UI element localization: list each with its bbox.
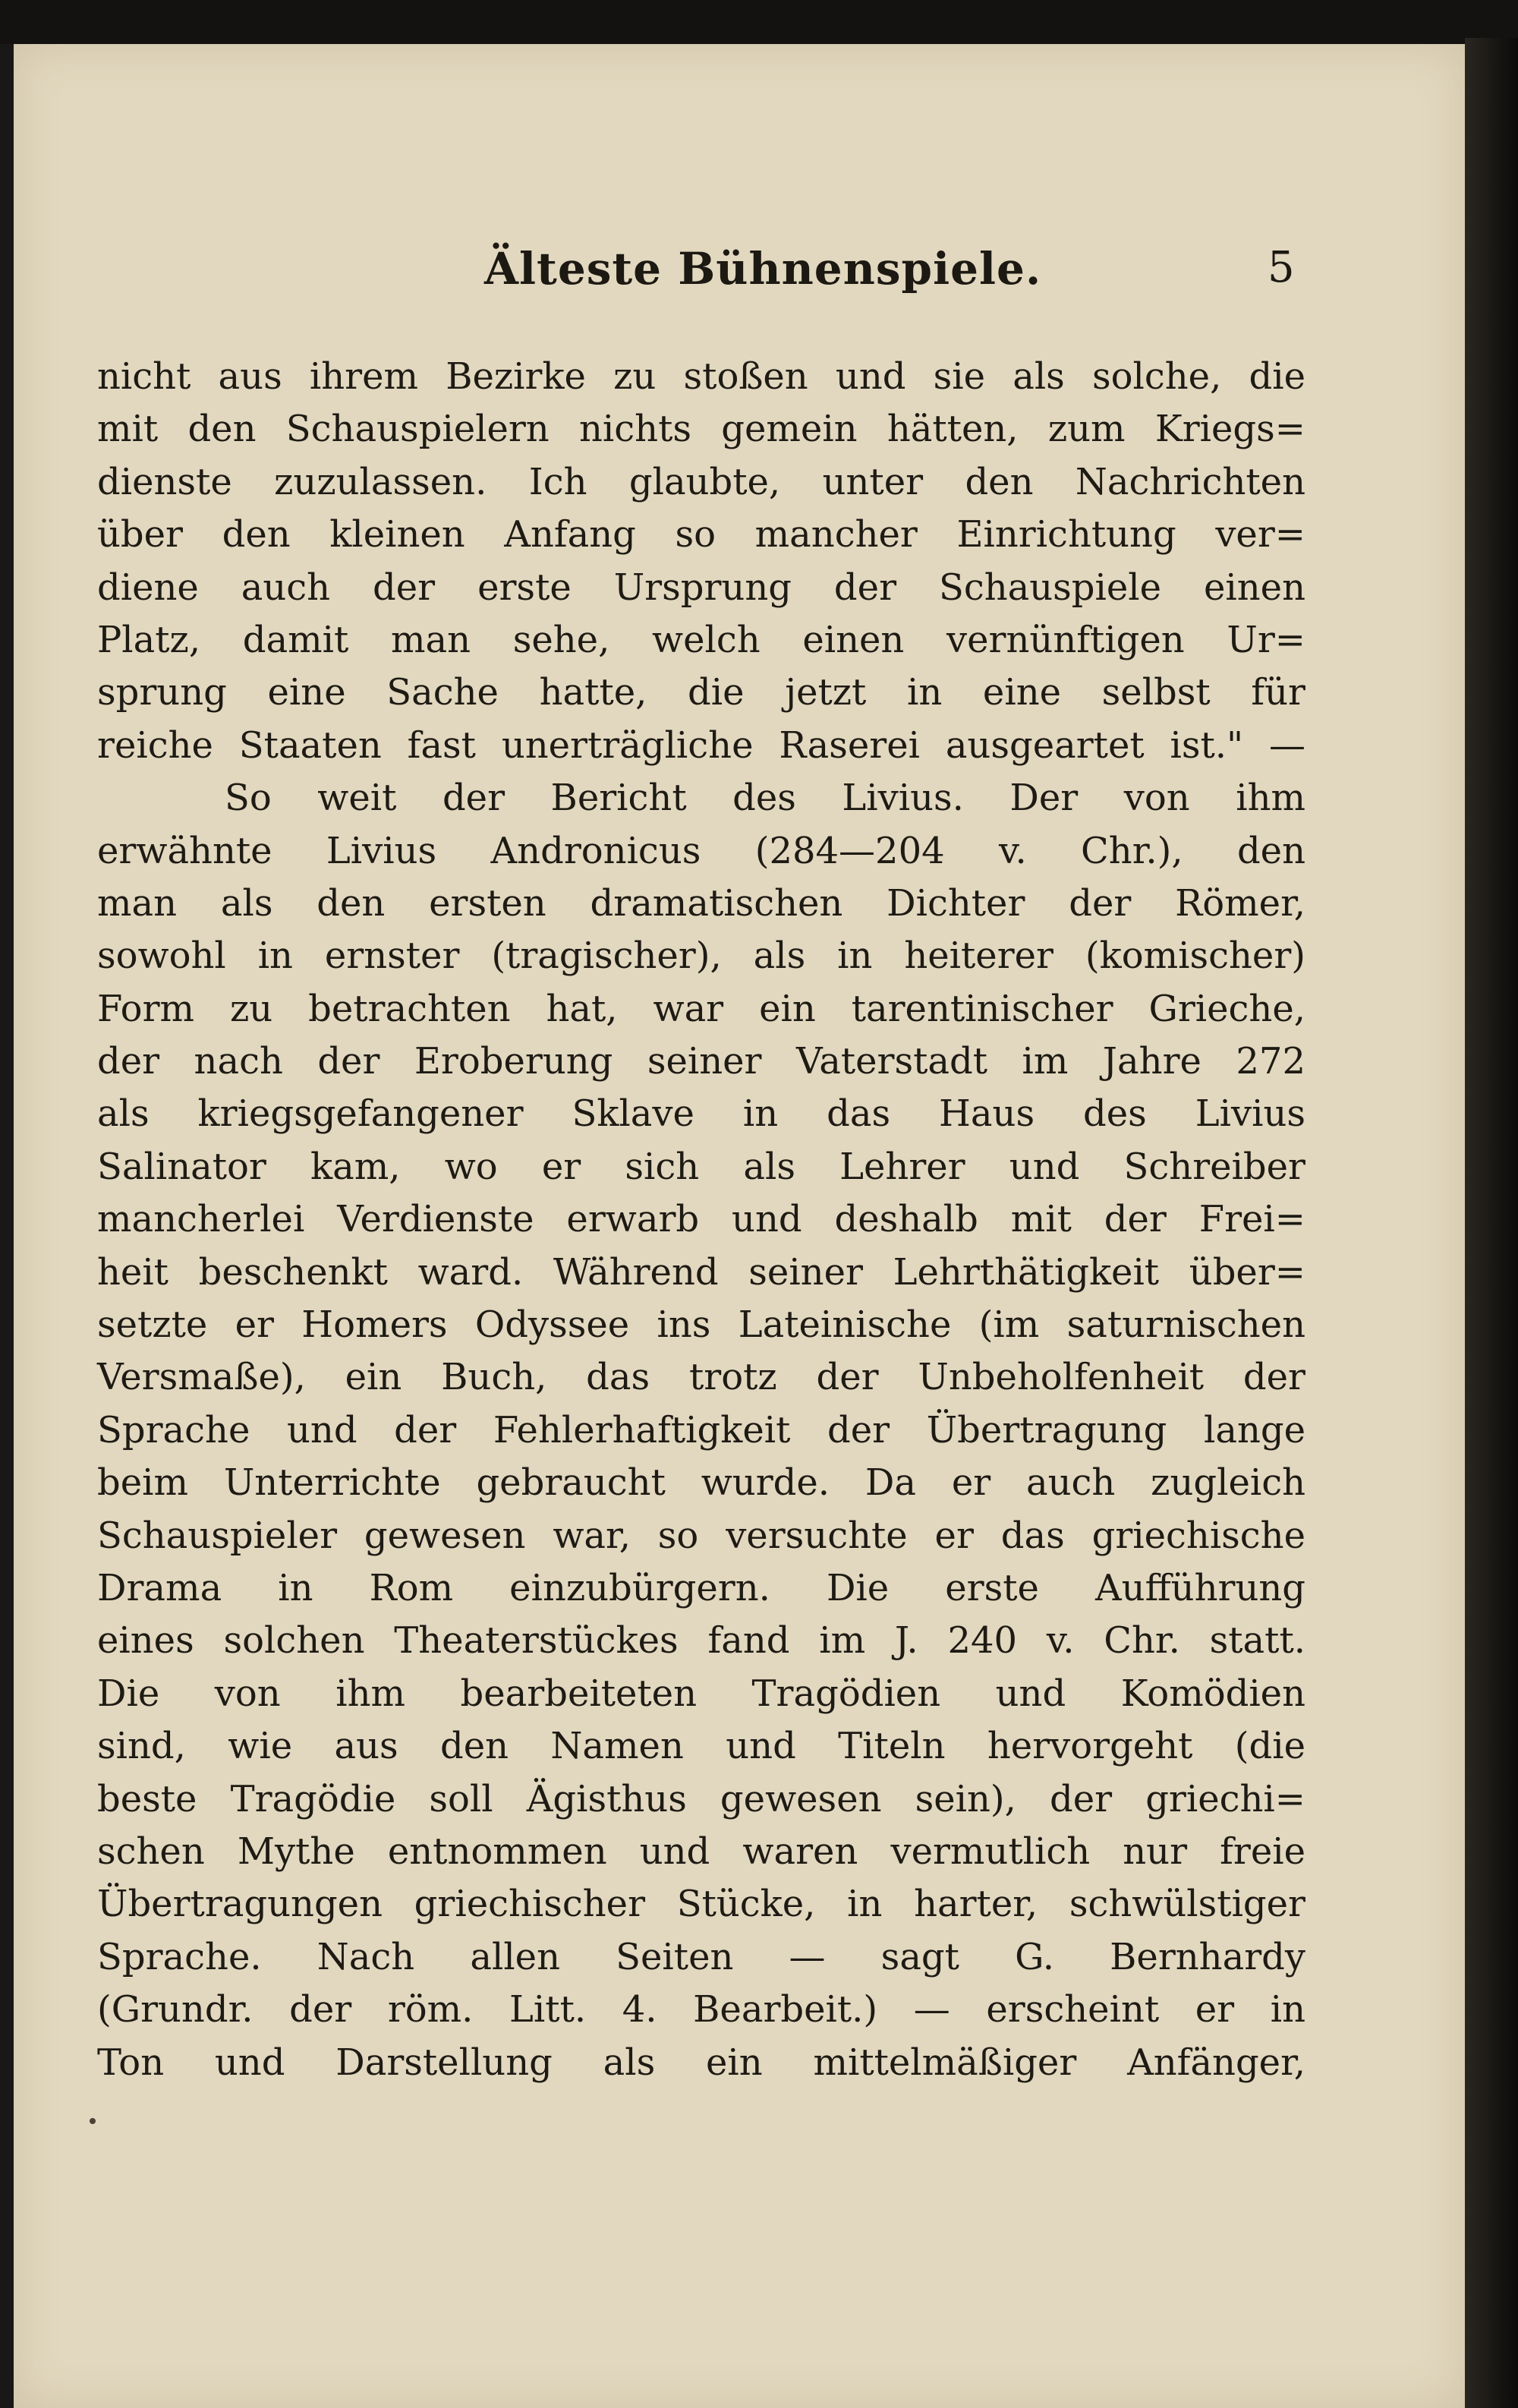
text-line: mit den Schauspielern nichts gemein hätten, zum Kriegs= [97, 408, 1305, 451]
text-line: Die von ihm bearbeiteten Tragödien und Komödien [97, 1672, 1305, 1715]
text-line: reiche Staaten fast unerträgliche Raserei ausgeartet ist." — [97, 723, 1305, 767]
text-line: nicht aus ihrem Bezirke zu stoßen und sie als solche, die [97, 355, 1305, 398]
text-line: schen Mythe entnommen und waren vermutlich nur freie [97, 1830, 1305, 1873]
text-line: Übertragungen griechischer Stücke, in harter, schwülstiger [97, 1883, 1305, 1926]
text-line: Form zu betrachten hat, war ein tarentinischer Grieche, [97, 987, 1305, 1030]
text-line: beste Tragödie soll Ägisthus gewesen sein), der griechi= [97, 1777, 1305, 1820]
text-line: Ton und Darstellung als ein mittelmäßiger Anfänger, [97, 2041, 1305, 2084]
text-line: diene auch der erste Ursprung der Schauspiele einen [97, 566, 1305, 609]
body-text [97, 351, 1305, 2089]
text-line: Schauspieler gewesen war, so versuchte er das griechische [97, 1514, 1305, 1557]
book-spine-shadow [1465, 38, 1518, 2408]
text-line: beim Unterrichte gebraucht wurde. Da er auch zugleich [97, 1461, 1305, 1505]
running-head: Älteste Bühnenspiele. [484, 243, 1042, 295]
paper-speck [90, 2118, 96, 2124]
text-line: sind, wie aus den Namen und Titeln hervorgeht (die [97, 1725, 1305, 1768]
text-line: sprung eine Sache hatte, die jetzt in eine selbst für [97, 671, 1305, 714]
text-line: der nach der Eroberung seiner Vaterstadt im Jahre 272 [97, 1040, 1305, 1083]
text-line: über den kleinen Anfang so mancher Einrichtung ver= [97, 513, 1305, 556]
text-line: eines solchen Theaterstückes fand im J. 240 v. Chr. statt. [97, 1619, 1305, 1663]
text-line: Sprache. Nach allen Seiten — sagt G. Bernhardy [97, 1935, 1305, 1978]
page-number: 5 [1268, 243, 1295, 292]
text-line: Drama in Rom einzubürgern. Die erste Aufführung [97, 1566, 1305, 1609]
text-line: man als den ersten dramatischen Dichter der Römer, [97, 881, 1305, 925]
scan-top-edge [0, 0, 1518, 44]
text-line: erwähnte Livius Andronicus (284—204 v. Chr.), den [97, 829, 1305, 872]
page-header [14, 243, 1465, 311]
text-line-paragraph-start: So weit der Bericht des Livius. Der von ihm [225, 777, 1305, 820]
text-line: Versmaße), ein Buch, das trotz der Unbeholfenheit der [97, 1356, 1305, 1399]
text-line: mancherlei Verdienste erwarb und deshalb mit der Frei= [97, 1198, 1305, 1241]
text-line: sowohl in ernster (tragischer), als in heiterer (komischer) [97, 935, 1305, 978]
text-line: heit beschenkt ward. Während seiner Lehrthätigkeit über= [97, 1250, 1305, 1294]
text-line: als kriegsgefangener Sklave in das Haus des Livius [97, 1092, 1305, 1136]
text-line: dienste zuzulassen. Ich glaubte, unter den Nachrichten [97, 460, 1305, 503]
text-line: Sprache und der Fehlerhaftigkeit der Übertragung lange [97, 1408, 1305, 1451]
text-line: Platz, damit man sehe, welch einen vernünftigen Ur= [97, 618, 1305, 661]
text-line: Salinator kam, wo er sich als Lehrer und Schreiber [97, 1145, 1305, 1188]
text-line: (Grundr. der röm. Litt. 4. Bearbeit.) — erscheint er in [97, 1988, 1305, 2031]
text-line: setzte er Homers Odyssee ins Lateinische (im saturnischen [97, 1303, 1305, 1347]
